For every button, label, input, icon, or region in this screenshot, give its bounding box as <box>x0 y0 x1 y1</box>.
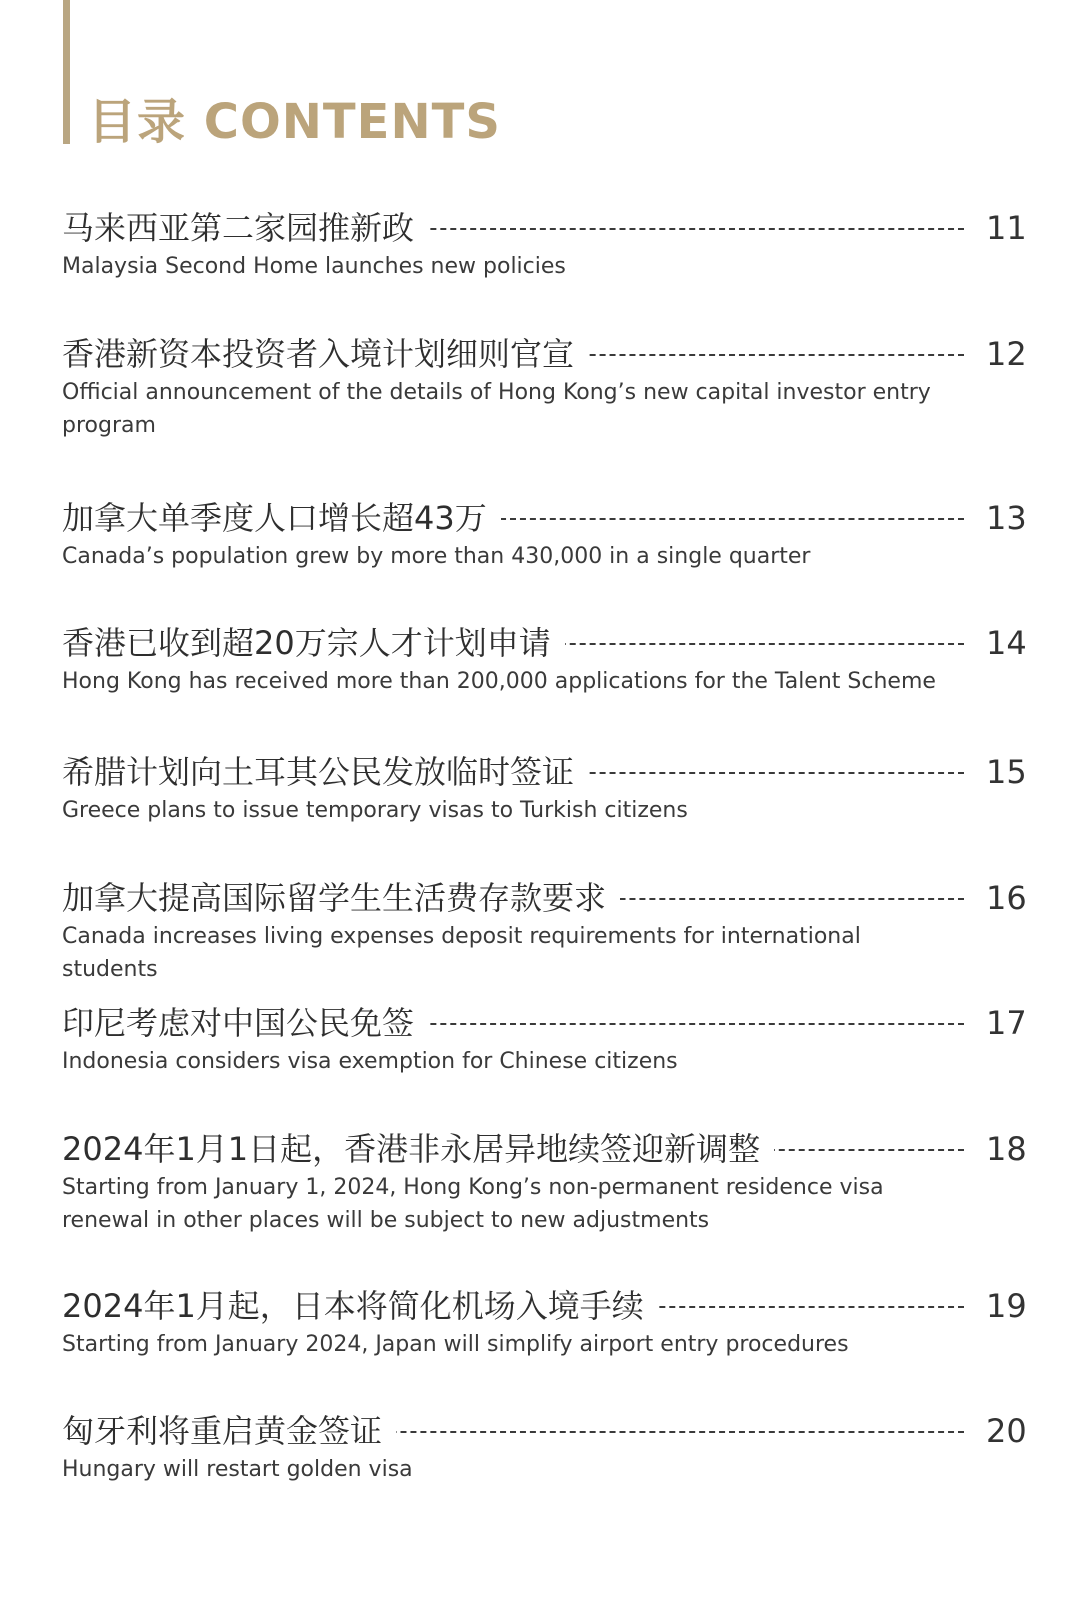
toc-entry-line <box>62 332 1027 376</box>
toc-entry[interactable] <box>62 1409 1027 1486</box>
title-accent-bar <box>63 0 70 144</box>
page-number: 18 <box>986 1130 1027 1168</box>
toc-title-en: Hungary will restart golden visa <box>62 1457 413 1482</box>
toc-title-zh: 加拿大提高国际留学生生活费存款要求 <box>62 878 620 918</box>
toc-entry-line <box>62 1409 1027 1453</box>
toc-entry[interactable] <box>62 332 1027 442</box>
toc-entry[interactable] <box>62 1001 1027 1078</box>
page-number: 19 <box>986 1287 1027 1325</box>
toc-entry-line <box>62 1284 1027 1328</box>
page-number: 14 <box>986 624 1027 662</box>
toc-entry[interactable] <box>62 621 1027 698</box>
toc-title-zh: 匈牙利将重启黄金签证 <box>62 1411 396 1451</box>
toc-entry[interactable] <box>62 876 1027 986</box>
toc-title-en: Canada increases living expenses deposit requirements for international students <box>62 924 861 982</box>
page-number: 15 <box>986 753 1027 791</box>
toc-title-en: Official announcement of the details of Hong Kong’s new capital investor entry program <box>62 380 931 438</box>
toc-title-zh: 马来西亚第二家园推新政 <box>62 208 428 248</box>
toc-title-en: Canada’s population grew by more than 430,000 in a single quarter <box>62 544 811 569</box>
toc-title-zh: 2024年1月1日起，香港非永居异地续签迎新调整 <box>62 1129 774 1169</box>
page-number: 16 <box>986 879 1027 917</box>
page-number: 12 <box>986 335 1027 373</box>
toc-title-en: Hong Kong has received more than 200,000 applications for the Talent Scheme <box>62 669 936 694</box>
toc-entry-line <box>62 496 1027 540</box>
toc-title-zh: 香港已收到超20万宗人才计划申请 <box>62 623 565 663</box>
toc-title-zh: 希腊计划向土耳其公民发放临时签证 <box>62 752 588 792</box>
toc-entry[interactable] <box>62 750 1027 827</box>
toc-entry-line <box>62 621 1027 665</box>
page-number: 17 <box>986 1004 1027 1042</box>
toc-title-en: Indonesia considers visa exemption for Chinese citizens <box>62 1049 678 1074</box>
page-title: 目录 CONTENTS <box>88 94 501 150</box>
toc-title-zh: 香港新资本投资者入境计划细则官宣 <box>62 334 588 374</box>
page-number: 13 <box>986 499 1027 537</box>
toc-title-en: Starting from January 2024, Japan will simplify airport entry procedures <box>62 1332 849 1357</box>
page-number: 11 <box>986 209 1027 247</box>
toc-entry[interactable] <box>62 1284 1027 1361</box>
page-number: 20 <box>986 1412 1027 1450</box>
toc-title-en: Starting from January 1, 2024, Hong Kong’s non-permanent residence visa renewal in other places will be subject to new adjustments <box>62 1175 884 1233</box>
toc-entry[interactable] <box>62 206 1027 283</box>
toc-title-en: Greece plans to issue temporary visas to Turkish citizens <box>62 798 688 823</box>
toc-title-en: Malaysia Second Home launches new policies <box>62 254 566 279</box>
toc-entry-line <box>62 1127 1027 1171</box>
toc-entry-line <box>62 876 1027 920</box>
toc-entry-line <box>62 750 1027 794</box>
toc-entry-line <box>62 1001 1027 1045</box>
toc-title-zh: 印尼考虑对中国公民免签 <box>62 1003 428 1043</box>
toc-title-zh: 2024年1月起，日本将简化机场入境手续 <box>62 1286 658 1326</box>
toc-entry-line <box>62 206 1027 250</box>
toc-entry[interactable] <box>62 496 1027 573</box>
toc-entry[interactable] <box>62 1127 1027 1237</box>
toc-title-zh: 加拿大单季度人口增长超43万 <box>62 498 501 538</box>
